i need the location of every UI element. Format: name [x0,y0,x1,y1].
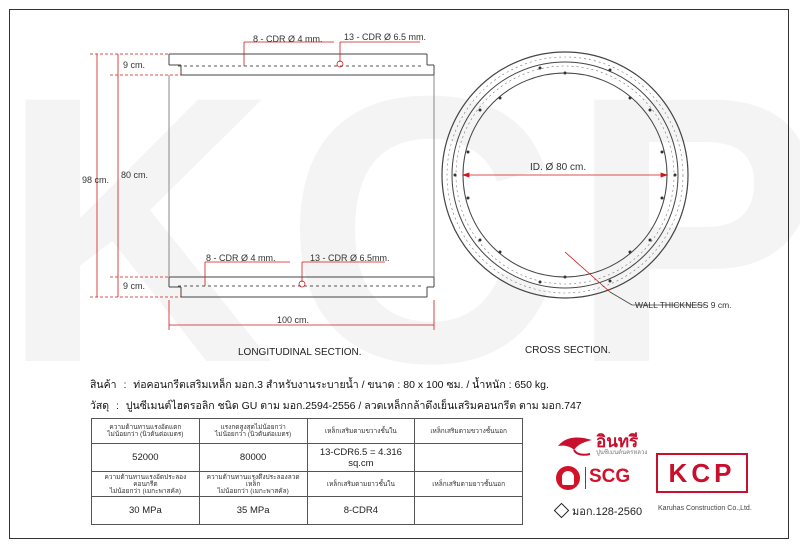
spec-value-cell: 35 MPa [199,497,307,525]
spec-value-row-1 [92,444,523,472]
spec-value-cell: 80000 [199,444,307,472]
dim-length: 100 cm. [277,315,310,325]
spec-value-cell: 30 MPa [92,497,200,525]
bottom-callout-cdr4: 8 - CDR Ø 4 mm. [206,253,276,263]
eagle-logo-icon [556,430,596,460]
spec-value-cell: 8-CDR4 [307,497,415,525]
spec-header-cell: เหล็กเสริมตามขวางชั้นใน [307,419,415,444]
material-sep: : [116,400,119,412]
longitudinal-section-label: LONGITUDINAL SECTION. [238,347,362,358]
spec-value-cell [415,497,523,525]
product-line [90,376,553,393]
tis-mark-icon [554,503,570,519]
product-sep: : [123,379,127,391]
spec-header-cell: ความต้านทานแรงดึงประลองลวดเหล็ก ไม่น้อยกว่า (เมกะพาสคัล) [199,472,307,497]
product-value: ท่อคอนกรีตเสริมเหล็ก มอก.3 สำหรับงานระบายน้ำ / ขนาด : 80 x 100 ซม. / น้ำหนัก : 650 kg. [133,379,549,391]
kcp-company-name: Karuhas Construction Co.,Ltd. [658,505,752,512]
spec-header-row-1 [92,419,523,444]
spec-header-cell: เหล็กเสริมตามยาวชั้นใน [307,472,415,497]
dim-bottom-wall: 9 cm. [123,281,146,291]
kcp-logo: KCP [656,453,748,493]
wall-thickness-label: WALL THICKNESS 9 cm. [635,300,732,310]
top-callout-cdr4: 8 - CDR Ø 4 mm. [253,34,323,44]
spec-table [91,418,523,525]
dim-total-height: 98 cm. [82,175,110,185]
spec-header-cell: แรงกดสูงสุดไม่น้อยกว่า ไม่น้อยกว่า (นิวตันต่อเมตร) [199,419,307,444]
spec-value-cell: 13-CDR6.5 = 4.316 sq.cm [307,444,415,472]
product-label: สินค้า [90,379,117,391]
scg-divider [585,467,586,489]
spec-value-row-2 [92,497,523,525]
top-callout-cdr65: 13 - CDR Ø 6.5 mm. [344,32,427,42]
cross-section-dimensions [463,173,705,305]
spec-value-cell: 52000 [92,444,200,472]
dim-inner-height: 80 cm. [121,170,149,180]
dim-top-wall: 9 cm. [123,60,146,70]
cross-section-label: CROSS SECTION. [525,345,611,356]
spec-header-cell: เหล็กเสริมตามยาวชั้นนอก [415,472,523,497]
bottom-callout-cdr65: 13 - CDR Ø 6.5mm. [310,253,390,263]
spec-header-cell: ความต้านทานแรงอัดประลองคอนกรีต ไม่น้อยกว่า (เมกะพาสคัล) [92,472,200,497]
spec-value-cell [415,444,523,472]
spec-header-cell: ความต้านทานแรงอัดแตก ไม่น้อยกว่า (นิวตันต่อเมตร) [92,419,200,444]
tis-label: มอก.128-2560 [572,506,643,518]
material-label: วัสดุ [90,400,110,412]
tis-standard [556,502,642,520]
intr-brand-name: อินทรี [596,432,639,451]
material-value: ปูนซีเมนต์ไฮดรอลิก ชนิด GU ตาม มอก.2594-2556 / ลวดเหล็กกล้าดึงเย็นเสริมคอนกรีต ตาม มอก.747 [125,400,582,412]
spec-header-cell: เหล็กเสริมตามขวางชั้นนอก [415,419,523,444]
scg-brand-name: SCG [589,466,631,487]
inner-diameter-label: ID. Ø 80 cm. [530,162,587,173]
scg-emblem-icon [556,466,580,490]
intr-brand-sub: ปูนซีเมนต์นครหลวง [596,450,648,456]
spec-header-row-2 [92,472,523,497]
material-line [90,397,586,414]
